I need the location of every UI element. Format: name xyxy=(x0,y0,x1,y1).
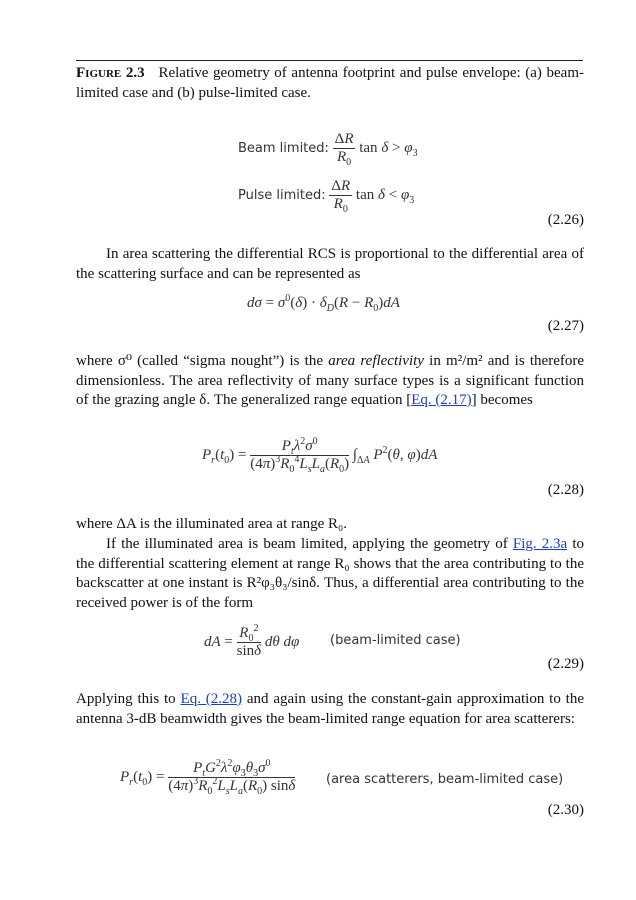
equation-number: (2.27) xyxy=(547,318,584,334)
figure-caption xyxy=(76,64,584,103)
equation-2-27: $d\sigma = \sigma^0(\delta) \cdot \delta_D(R - R_0)dA$ xyxy=(247,293,400,314)
eq-2-17-link[interactable]: Eq. (2.17) xyxy=(411,392,472,408)
paragraph-4-text: to the differential scattering element at range R₀ shows that the area contributing to the backscatter at one instant is R²φ₃θ₃/sinδ. Thus, a differential area contributing to the received power is of the form xyxy=(76,536,584,611)
equation-number: (2.28) xyxy=(547,482,584,498)
equation-number: (2.26) xyxy=(547,212,584,228)
equation-number: (2.30) xyxy=(547,802,584,818)
header-rule xyxy=(76,60,583,61)
beam-limited-label: Beam limited: xyxy=(238,140,329,156)
pulse-limited-label: Pulse limited: xyxy=(238,187,326,203)
caption-text: Relative geometry of antenna footprint and pulse envelope: (a) beam-limited case and (b) pulse-limited case. xyxy=(76,65,585,101)
paragraph-2-text: in m²/m² and is therefore dimensionless. The area reflectivity of many surface types is a significant function of the grazing angle δ. The generalized range equation [ xyxy=(76,353,584,408)
paragraph-5 xyxy=(76,690,584,729)
paragraph-5-text: and again using the constant-gain approximation to the antenna 3-dB beamwidth gives the beam-limited range equation for area scatterers: xyxy=(76,691,584,727)
paragraph-3: where ΔA is the illuminated area at range R₀. xyxy=(76,516,348,532)
equation-2-30: $P_r(t_0)$ = $\frac{P_tG^2\lambda^2\varphi_3\theta_3\sigma^0}{(4\pi)^3R_0^2L_sL_a(R_0) \sin\delta}$ xyxy=(120,758,296,797)
equation-2-29: dA = $\frac{R_0^2}{\sin\delta}$ dθ dφ xyxy=(204,623,300,659)
paragraph-4 xyxy=(76,535,584,613)
equation-number: (2.29) xyxy=(547,656,584,672)
beam-limited-note: (beam-limited case) xyxy=(330,633,461,648)
paragraph-5-text: Applying this to xyxy=(76,691,181,707)
term-area-reflectivity: area reflectivity xyxy=(328,353,424,369)
paragraph-2-text: ] becomes xyxy=(471,392,533,408)
equation-2-26-pulse: Pulse limited: $\frac{\Delta R}{R_0}$ $\tan \delta < \varphi_3$ xyxy=(238,178,415,215)
paragraph-2 xyxy=(76,352,584,411)
paragraph-1: In area scattering the differential RCS is proportional to the differential area of the scattering surface and can be represented as xyxy=(76,246,584,282)
equation-2-26-beam: Beam limited: $\frac{\Delta R}{R_0}$ $\tan \delta > \varphi_3$ xyxy=(238,131,418,168)
eq-2-28-link[interactable]: Eq. (2.28) xyxy=(180,691,243,707)
paragraph-2-text: where σ⁰ (called “sigma nought”) is the xyxy=(76,353,329,369)
area-scatterers-note: (area scatterers, beam-limited case) xyxy=(326,772,564,787)
fig-2-3a-link[interactable]: Fig. 2.3a xyxy=(512,536,568,552)
equation-2-28: $P_r(t_0)$ = $\frac{P_t\lambda^2\sigma^0}{(4\pi)^3R_0^4L_sL_a(R_0)}$ $\int_{\Delta A}$ $P^2(\theta$, φ)dA xyxy=(202,436,438,475)
figure-label: Figure 2.3 xyxy=(76,65,145,81)
paragraph-4-text: If the illuminated area is beam limited, applying the geometry of xyxy=(106,536,513,552)
